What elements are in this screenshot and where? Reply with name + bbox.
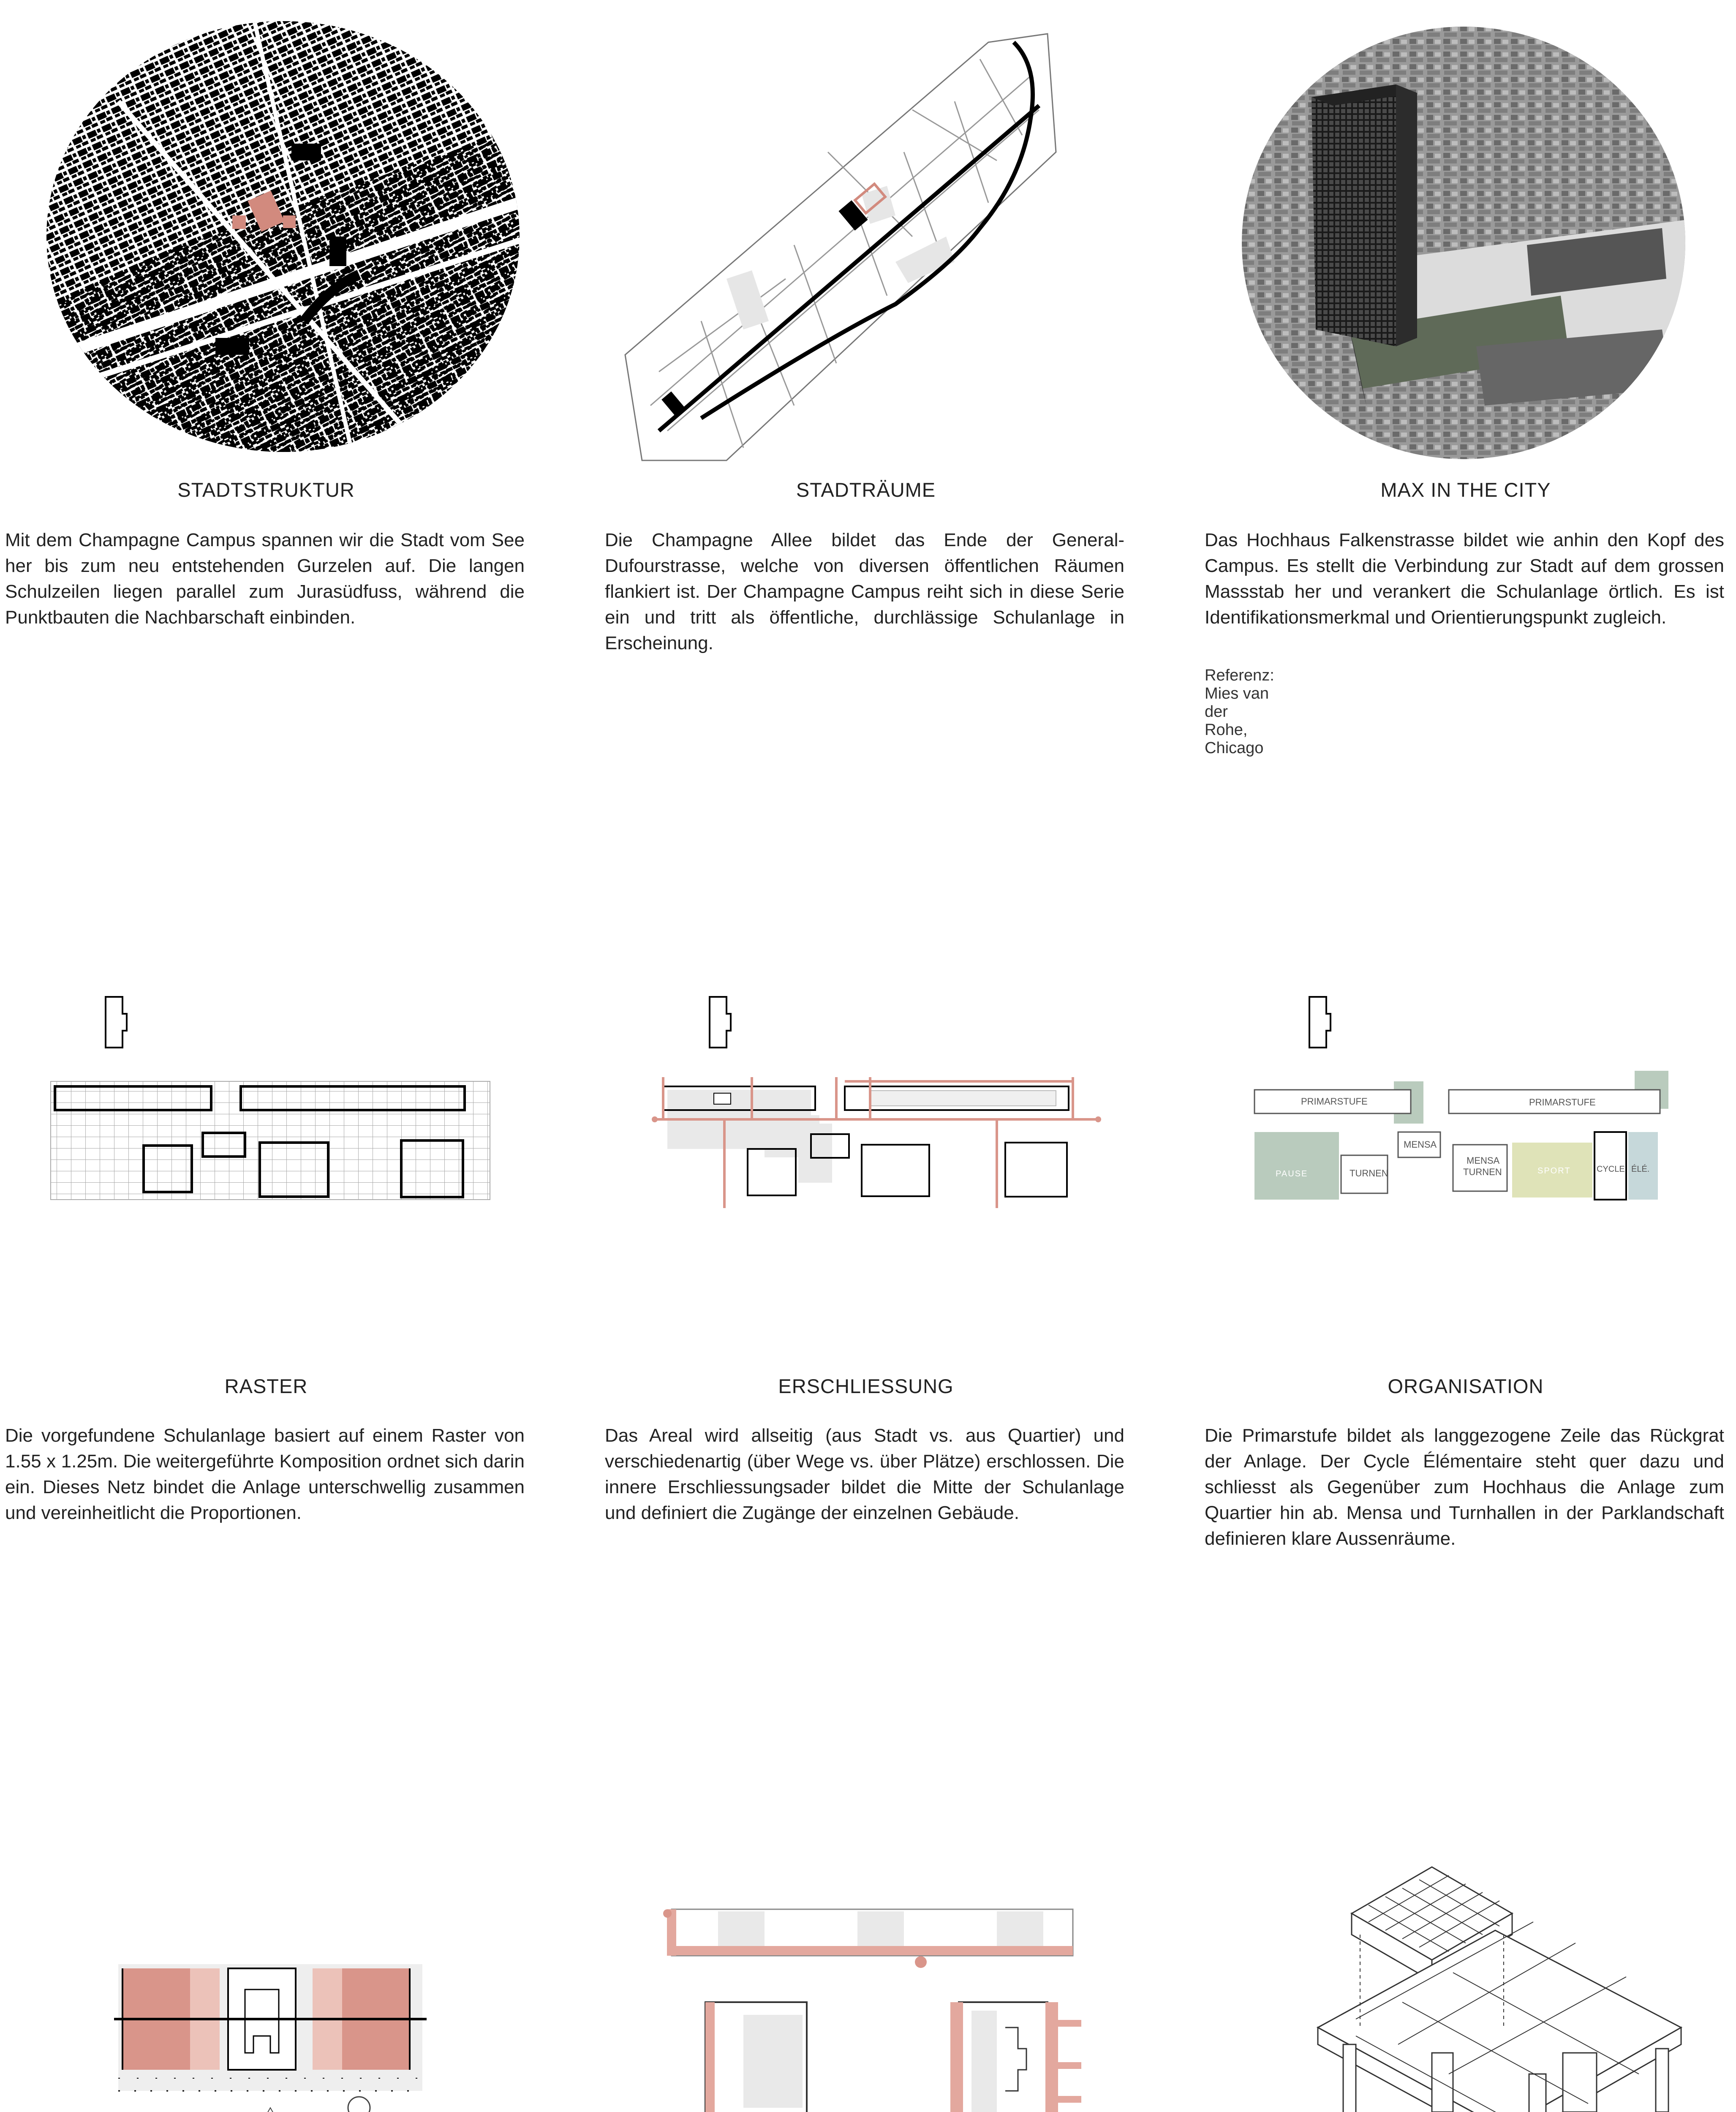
caption-title: MAX IN THE CITY bbox=[1380, 479, 1551, 501]
circulation-diagram bbox=[646, 988, 1111, 1208]
caption-text: Die Primarstufe bildet als langgezogene Zeile das Rückgrat der Anlage. Der Cycle Élémentaire steht quer dazu und schliesst als Gegenüber zum Hochhaus die Anlage zum Quartier hin ab. Mensa und Turnhallen in der Parklandschaft definieren klare Aussenräume. bbox=[1205, 1425, 1724, 1549]
cluster-plan bbox=[110, 1951, 431, 2112]
reference-note: Referenz: Mies van der Rohe, Chicago bbox=[1205, 667, 1274, 757]
construction-axonometry bbox=[1292, 1850, 1698, 2112]
caption-text: Das Hochhaus Falkenstrasse bildet wie anhin den Kopf des Campus. Es stellt die Verbindung zur Stadt auf dem grossen Massstab her und verankert die Schulanlage örtlich. Es ist Identifikationsmerkmal und Orientierungspunkt zugleich. bbox=[1205, 530, 1724, 628]
city-photo-collage bbox=[1240, 25, 1687, 460]
caption-title: STADTSTRUKTUR bbox=[177, 479, 355, 501]
label-sport: SPORT bbox=[1537, 1166, 1571, 1176]
caption-text: Die Champagne Allee bildet das Ende der General-Dufourstrasse, welche von diversen öffentlichen Räumen flankiert ist. Der Champagne Campus reiht sich in diese Serie ein und tritt als öffentliche, durchlässige Schulanlage in Erscheinung. bbox=[605, 530, 1124, 653]
urban-spaces-plan bbox=[617, 25, 1090, 465]
label-turnen: TURNEN bbox=[1350, 1168, 1388, 1178]
label-primarstufe-1: PRIMARSTUFE bbox=[1301, 1096, 1368, 1107]
label-cycle: CYCLE bbox=[1597, 1165, 1625, 1174]
caption-title: STADTRÄUME bbox=[796, 479, 936, 501]
caption-text: Die vorgefundene Schulanlage basiert auf einem Raster von 1.55 x 1.25m. Die weitergeführte Komposition ordnet sich darin ein. Dieses Netz bindet die Anlage unterschwellig zusammen und vereinheitlicht die Proportionen. bbox=[5, 1425, 525, 1523]
grid-diagram bbox=[42, 988, 498, 1208]
label-ele: ÉLÉ. bbox=[1631, 1165, 1650, 1174]
label-mensa: MENSA bbox=[1404, 1139, 1437, 1150]
organisation-diagram bbox=[1246, 988, 1711, 1208]
label-turnen-2: TURNEN bbox=[1463, 1167, 1502, 1177]
label-mensa-2: MENSA bbox=[1467, 1155, 1500, 1166]
caption-text: Mit dem Champagne Campus spannen wir die Stadt vom See her bis zum neu entstehenden Gurzelen auf. Die langen Schulzeilen liegen parallel zum Jurasüdfuss, während die Punktbauten die Nachbarschaft einbinden. bbox=[5, 530, 525, 628]
caption-title: ERSCHLIESSUNG bbox=[778, 1375, 954, 1397]
tribune-plan bbox=[659, 1901, 1111, 2112]
caption-text: Das Areal wird allseitig (aus Stadt vs. aus Quartier) und verschiedenartig (über Wege vs. über Plätze) erschlossen. Die innere Erschliessungsader bildet die Mitte der Schulanlage und definiert die Zugänge der einzelnen Gebäude. bbox=[605, 1425, 1124, 1523]
label-pause: PAUSE bbox=[1276, 1169, 1308, 1178]
label-primarstufe-2: PRIMARSTUFE bbox=[1529, 1097, 1596, 1108]
caption-title: RASTER bbox=[224, 1375, 308, 1397]
caption-title: ORGANISATION bbox=[1388, 1375, 1544, 1397]
figure-ground-plan bbox=[34, 17, 532, 465]
